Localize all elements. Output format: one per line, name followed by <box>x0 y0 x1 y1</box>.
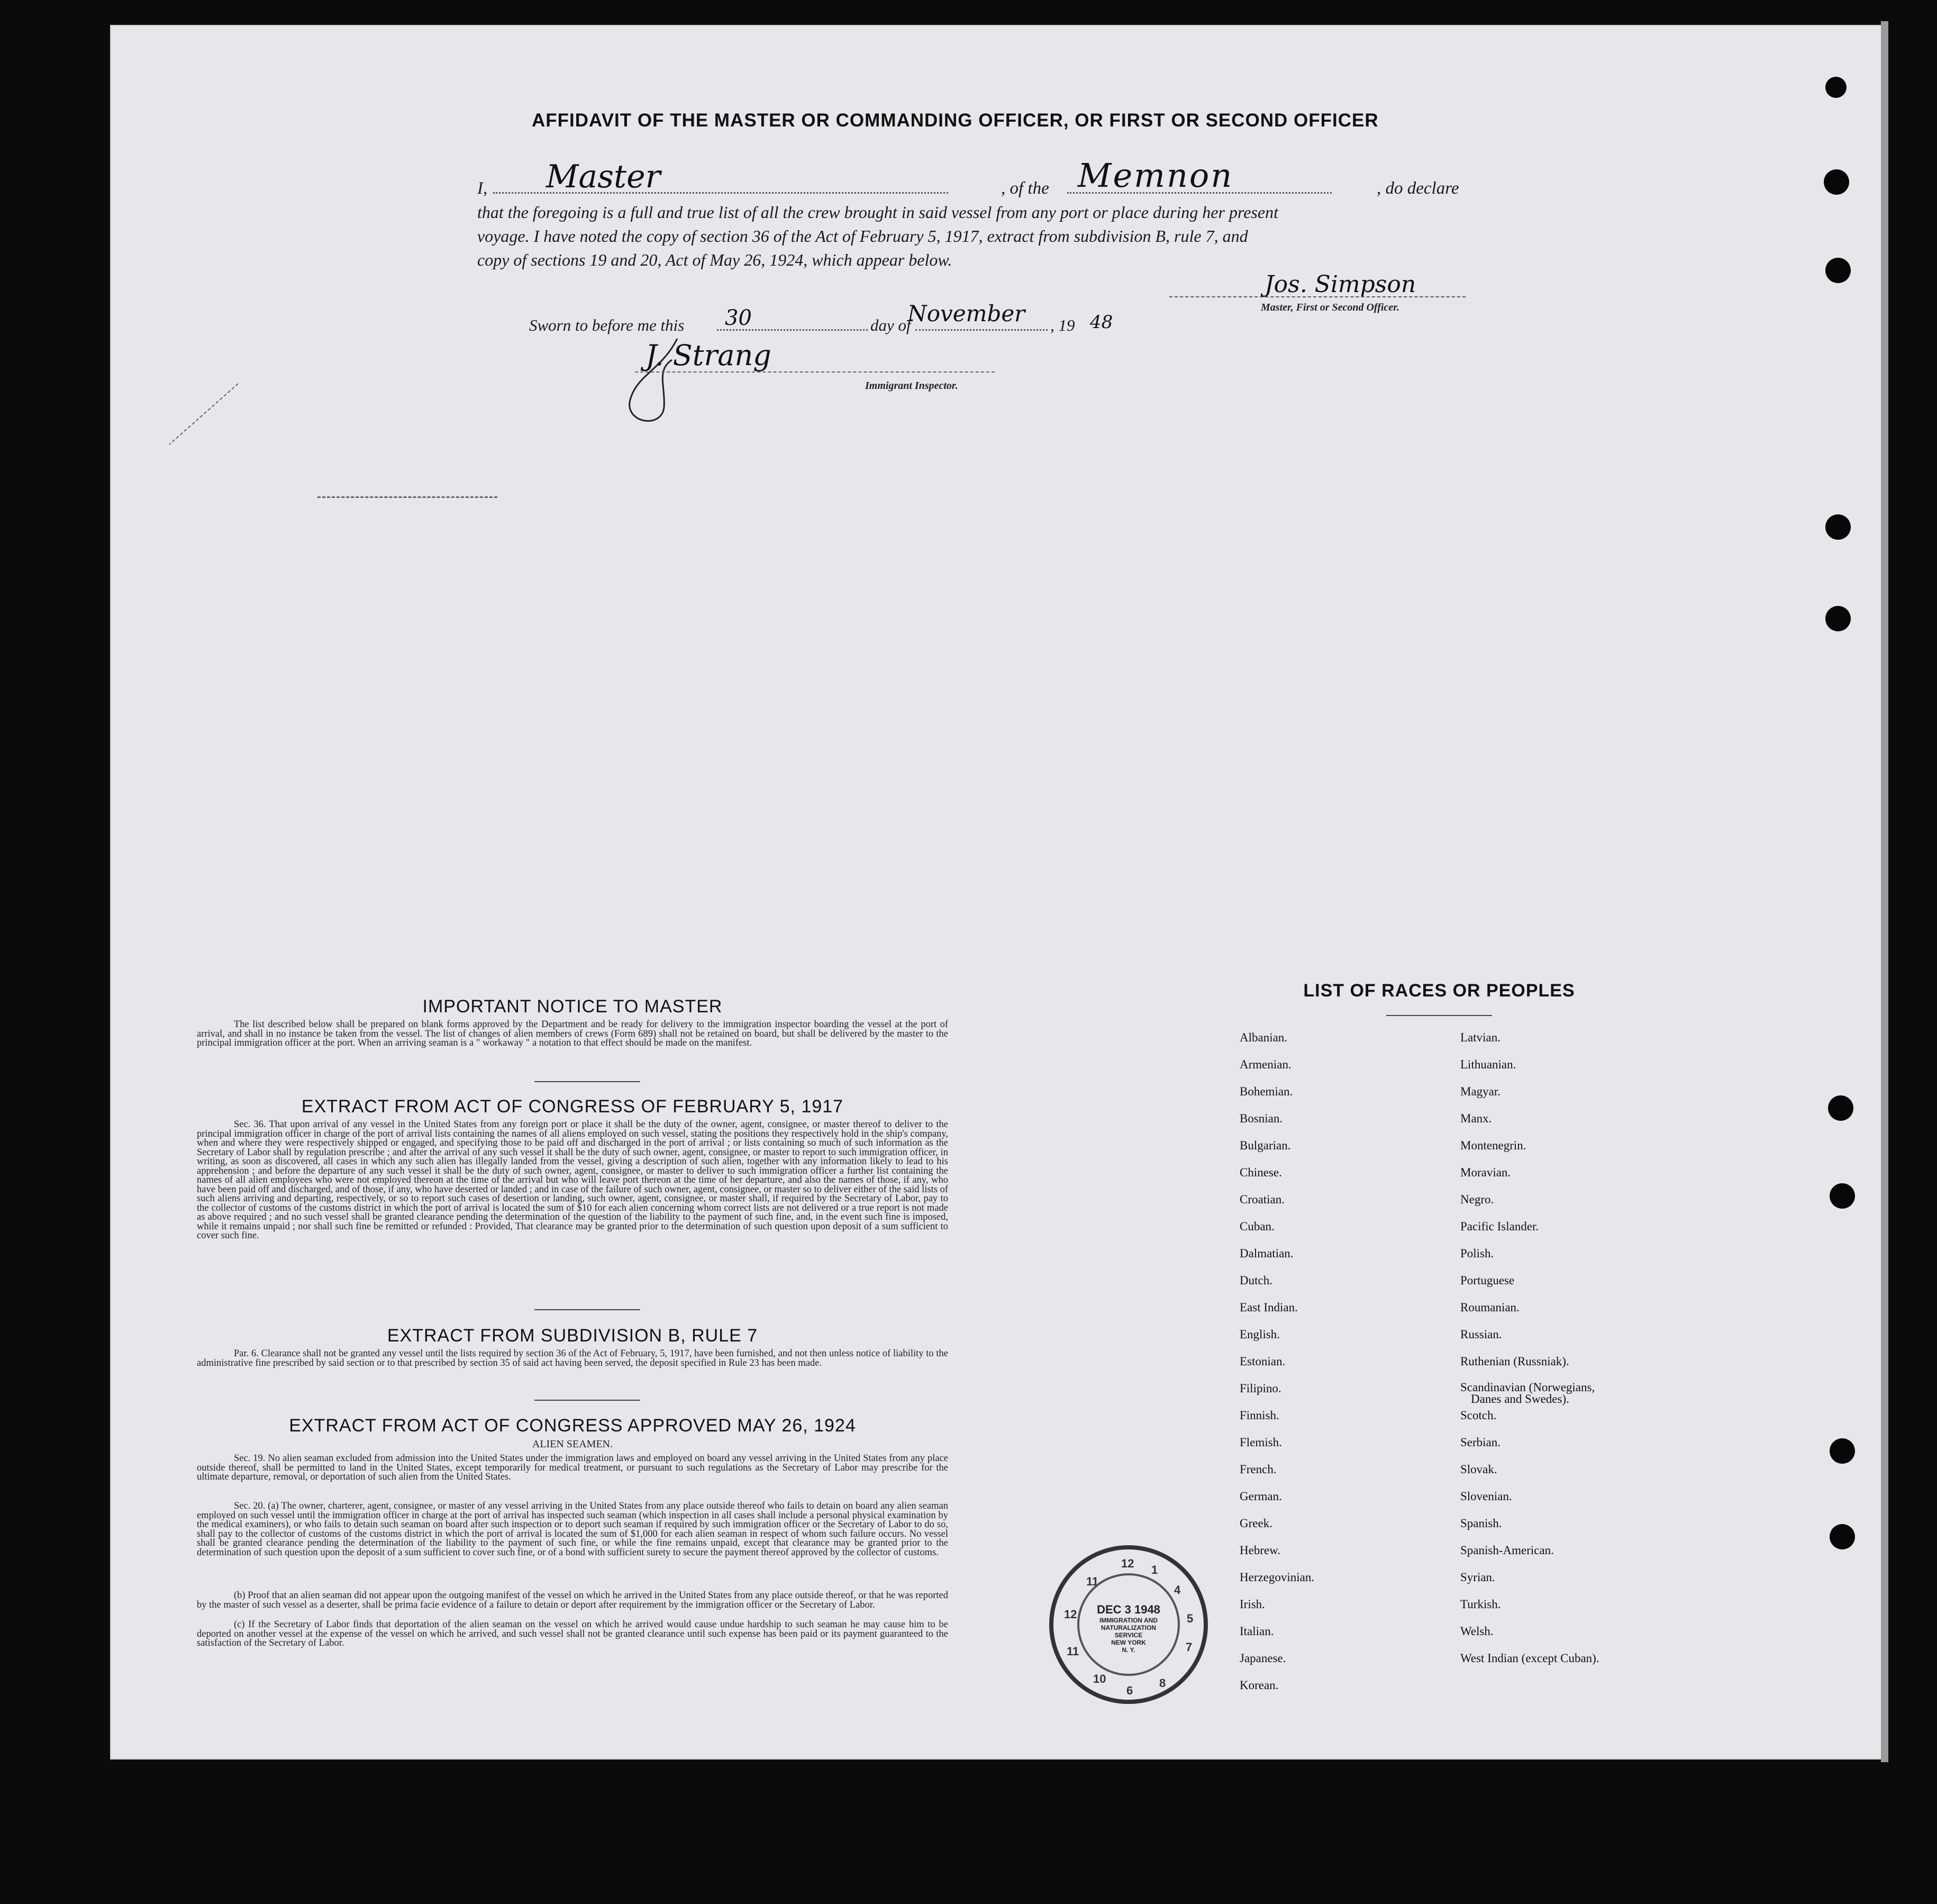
do-declare-label: , do declare <box>1377 179 1459 198</box>
race-item: Italian. <box>1240 1625 1274 1638</box>
sworn-month: November <box>907 301 1025 327</box>
stray-dash-line <box>317 496 497 498</box>
race-item: West Indian (except Cuban). <box>1460 1652 1599 1665</box>
extract-1924-subtitle: ALIEN SEAMEN. <box>532 1438 613 1450</box>
race-item: Ruthenian (Russniak). <box>1460 1355 1569 1368</box>
affidavit-line1 <box>477 156 1477 201</box>
day-dotline <box>717 329 868 331</box>
notice-title: IMPORTANT NOTICE TO MASTER <box>422 996 723 1017</box>
race-item: Irish. <box>1240 1598 1265 1611</box>
race-item: Chinese. <box>1240 1166 1282 1179</box>
race-item: French. <box>1240 1463 1277 1476</box>
race-item: Estonian. <box>1240 1355 1286 1368</box>
race-item: Filipino. <box>1240 1382 1281 1395</box>
race-item: Russian. <box>1460 1328 1502 1341</box>
race-item: Spanish. <box>1460 1517 1502 1530</box>
stamp-line3: SERVICE <box>1114 1631 1143 1639</box>
punch-hole <box>1825 514 1851 540</box>
sec20c-text: (c) If the Secretary of Labor finds that deportation of the alien seaman on the vessel on which he arrived would cause undue hardship to such seaman he may cause him to be deported on another vessel at the expense of the vessel on which he arrived, and such vessel shall not be granted clearance until such expense has been paid or its payment guaranteed to the satisfaction of the Secretary of Labor. <box>197 1619 948 1648</box>
affidavit-line3: voyage. I have noted the copy of section 36 of the Act of February 5, 1917, extract from subdivision B, rule 7, and <box>477 226 1248 246</box>
divider <box>1386 1015 1492 1016</box>
race-item: Slovenian. <box>1460 1490 1512 1503</box>
affidavit-title: AFFIDAVIT OF THE MASTER OR COMMANDING OFFICER, OR FIRST OR SECOND OFFICER <box>532 110 1379 131</box>
race-item: Dutch. <box>1240 1274 1272 1287</box>
race-item: English. <box>1240 1328 1280 1341</box>
race-item: Spanish-American. <box>1460 1544 1554 1557</box>
sworn-label: Sworn to before me this <box>529 316 685 334</box>
race-item: Korean. <box>1240 1679 1279 1692</box>
race-item: Hebrew. <box>1240 1544 1281 1557</box>
extract-1917-title: EXTRACT FROM ACT OF CONGRESS OF FEBRUARY 5, 1917 <box>301 1096 844 1117</box>
race-item: Scotch. <box>1460 1409 1497 1422</box>
immigration-stamp <box>1049 1545 1208 1704</box>
race-item-scandinavian-cont: Danes and Swedes). <box>1471 1392 1569 1406</box>
punch-hole <box>1824 169 1849 195</box>
race-item: Moravian. <box>1460 1166 1511 1179</box>
stamp-hour-ring: 12 1 4 5 7 8 6 10 11 12 11 <box>1064 1557 1194 1697</box>
race-item-scandinavian: Scandinavian (Norwegians, <box>1460 1381 1595 1394</box>
races-title: LIST OF RACES OR PEOPLES <box>1303 981 1575 1001</box>
sec20b-text: (b) Proof that an alien seaman did not appear upon the outgoing manifest of the vessel on which he arrived in the United States from any place outside thereof, or that he was reported by the master of such vessel as a deserter, shall be prima facie evidence of a failure to detain or deport after requirement by the immigration officer or the Secretary of Labor. <box>197 1590 948 1610</box>
race-item: Serbian. <box>1460 1436 1501 1449</box>
race-item <box>1460 1382 1693 1409</box>
race-item: Cuban. <box>1240 1220 1275 1233</box>
extract-1917-text: Sec. 36. That upon arrival of any vessel in the United States from any foreign port or place it shall be the duty of the owner, agent, consignee, or master thereof to deliver to the principal immigration officer in charge of the port of arrival lists containing the names of all aliens employed on such vessel, stating the positions they respectively hold in the ship's company, when and where they were respectively shipped or engaged, and specifying those to be paid off and discharged in the port of arrival ; or lists containing so much of such information as the Secretary of Labor shall by regulation prescribe ; and after the arrival of any such vessel it shall be the duty of such owner, agent, consignee, or master to report to such immigration officer, in writing, as soon as discovered, all cases in which any such alien has illegally landed from the vessel, giving a description of such alien, together with any information likely to lead to his apprehension ; and before the departure of any such vessel it shall be the duty of such owner, agent, consignee, or master to deliver to such immigration officer a further list containing the names of all alien employees who were not employed thereon at the time of the arrival but who will leave port thereon at the time of her departure, and also the names of those, if any, who have been paid off and discharged, and of those, if any, who have deserted or landed ; and in case of the failure of such owner, agent, consignee, or master so to deliver either of the said lists of such aliens arriving and departing, respectively, or so to report such cases of desertion or landing, such owner, agent, consignee, or master shall, if required by the Secretary of Labor, pay to the collector of customs of the customs district in which the port of arrival is located the sum of $10 for each alien concerning whom correct lists are not delivered or a true report is not made as above required ; and no such vessel shall be granted clearance pending the determination of the question of the liability to the payment of such fine, and, in the event such fine is imposed, while it remains unpaid ; nor shall such fine be remitted or refunded : Provided, That clearance may be granted prior to the determination of such question upon deposit of a sum sufficient to cover such fine. <box>197 1119 948 1241</box>
officer-signature-line <box>1169 296 1466 297</box>
inspector-signature: J. Strang <box>645 339 771 372</box>
stamp-center <box>1077 1573 1180 1676</box>
punch-hole <box>1828 1095 1853 1121</box>
day-of-label: day of <box>870 316 911 334</box>
inspector-signature-line <box>635 371 995 373</box>
affidavit-line2: that the foregoing is a full and true list of all the crew brought in said vessel from any port or place during her present <box>477 203 1278 222</box>
race-item: Flemish. <box>1240 1436 1282 1449</box>
race-item: Dalmatian. <box>1240 1247 1294 1260</box>
month-dotline <box>915 329 1048 331</box>
race-item: Manx. <box>1460 1112 1492 1125</box>
race-item: Croatian. <box>1240 1193 1285 1206</box>
i-label: I, <box>477 179 488 198</box>
race-item: Pacific Islander. <box>1460 1220 1539 1233</box>
race-item: East Indian. <box>1240 1301 1298 1314</box>
officer-caption: Master, First or Second Officer. <box>1261 302 1399 313</box>
punch-hole <box>1830 1524 1855 1549</box>
inspector-caption: Immigrant Inspector. <box>865 380 958 392</box>
punch-hole <box>1825 606 1851 631</box>
divider <box>534 1081 640 1082</box>
race-item: Lithuanian. <box>1460 1058 1516 1071</box>
divider <box>534 1400 640 1401</box>
race-item: Albanian. <box>1240 1031 1288 1044</box>
races-column-1 <box>1240 1031 1441 1706</box>
race-item: Latvian. <box>1460 1031 1501 1044</box>
sworn-day: 30 <box>725 306 752 330</box>
race-item: Portuguese <box>1460 1274 1515 1287</box>
stamp-line4: NEW YORK <box>1111 1639 1146 1646</box>
of-the-label: , of the <box>1001 179 1049 198</box>
punch-hole <box>1825 258 1851 283</box>
race-item: Slovak. <box>1460 1463 1497 1476</box>
race-item: Polish. <box>1460 1247 1494 1260</box>
affidavit-line4: copy of sections 19 and 20, Act of May 26, 1924, which appear below. <box>477 250 952 269</box>
races-column-2 <box>1460 1031 1693 1679</box>
race-item: Bosnian. <box>1240 1112 1283 1125</box>
punch-hole <box>1830 1183 1855 1209</box>
stamp-line1: IMMIGRATION AND <box>1099 1617 1158 1624</box>
sheet-edge <box>1881 21 1888 1762</box>
officer-signature: Jos. Simpson <box>1265 271 1416 298</box>
divider <box>534 1309 640 1310</box>
year-prefix: , 19 <box>1050 316 1075 334</box>
extract-rule7-text: Par. 6. Clearance shall not be granted any vessel until the lists required by section 36 of the Act of February, 5, 1917, have been furnished, and not then unless notice of liability to the administrative fine prescribed by said section or to that prescribed by section 35 of said act having been served, the deposit specified in Rule 23 has been made. <box>197 1348 948 1368</box>
race-item: Finnish. <box>1240 1409 1279 1422</box>
race-item: Bulgarian. <box>1240 1139 1291 1152</box>
stamp-date: DEC 3 1948 <box>1097 1603 1160 1616</box>
race-item: Montenegrin. <box>1460 1139 1526 1152</box>
race-item: Syrian. <box>1460 1571 1495 1584</box>
extract-rule7-title: EXTRACT FROM SUBDIVISION B, RULE 7 <box>387 1326 758 1346</box>
year-suffix: 48 <box>1090 312 1113 333</box>
stamp-line5: N. Y. <box>1122 1646 1135 1654</box>
vessel-handwritten: Memnon <box>1078 156 1234 195</box>
race-item: Greek. <box>1240 1517 1272 1530</box>
stamp-line2: NATURALIZATION <box>1101 1624 1157 1631</box>
race-item: Japanese. <box>1240 1652 1286 1665</box>
race-item: Herzegovinian. <box>1240 1571 1315 1584</box>
race-item: Turkish. <box>1460 1598 1501 1611</box>
race-item: Roumanian. <box>1460 1301 1520 1314</box>
race-item: German. <box>1240 1490 1282 1503</box>
vessel-dotline <box>1067 192 1332 194</box>
extract-1924-title: EXTRACT FROM ACT OF CONGRESS APPROVED MAY 26, 1924 <box>289 1416 856 1436</box>
master-handwritten: Master <box>546 158 661 195</box>
sec19-text: Sec. 19. No alien seaman excluded from admission into the United States under the immigration laws and employed on board any vessel arriving in the United States from any place outside thereof, shall be permitted to land in the United States, except temporarily for medical treatment, or pursuant to such regulations as the Secretary of Labor may prescribe for the ultimate departure, removal, or deportation of such alien from the United States. <box>197 1453 948 1482</box>
sec20a-text: Sec. 20. (a) The owner, charterer, agent, consignee, or master of any vessel arriving in the United States from any place outside thereof who fails to detain on board any alien seaman employed on such vessel until the immigration officer in charge at the port of arrival has inspected such seaman (which inspection in all cases shall include a personal physical examination by the medical examiners), or who fails to detain such seaman on board after such inspection or to deport such seaman if required by such immigration officer or the Secretary of Labor to do so, shall pay to the collector of customs of the customs district in which the port of arrival is located the sum of $1,000 for each alien seaman in respect of whom such failure occurs. No vessel shall be granted clearance pending the determination of the liability to the payment of such fine, or while the fine remains unpaid, except that clearance may be granted prior to the determination of such question upon the deposit of a sum sufficient to cover such fine, or of a bond with sufficient surety to secure the payment thereof approved by the collector of customs. <box>197 1501 948 1558</box>
stray-mark <box>159 381 243 455</box>
race-item: Bohemian. <box>1240 1085 1293 1098</box>
notice-text: The list described below shall be prepared on blank forms approved by the Department and be ready for delivery to the immigration inspector boarding the vessel at the port of arrival, and shall in no instance be taken from the vessel. The list of changes of alien members of crews (Form 689) shall not be retained on board, but shall be delivered by the master to the principal immigration officer at the port. When an arriving seaman is a " workaway " a notation to that effect should be made on the manifest. <box>197 1019 948 1048</box>
punch-hole <box>1825 77 1847 98</box>
race-item: Magyar. <box>1460 1085 1501 1098</box>
punch-hole <box>1830 1438 1855 1464</box>
master-dotline <box>493 192 948 194</box>
race-item: Welsh. <box>1460 1625 1494 1638</box>
inspector-signature-flourish <box>598 328 735 434</box>
race-item: Armenian. <box>1240 1058 1292 1071</box>
race-item: Negro. <box>1460 1193 1494 1206</box>
